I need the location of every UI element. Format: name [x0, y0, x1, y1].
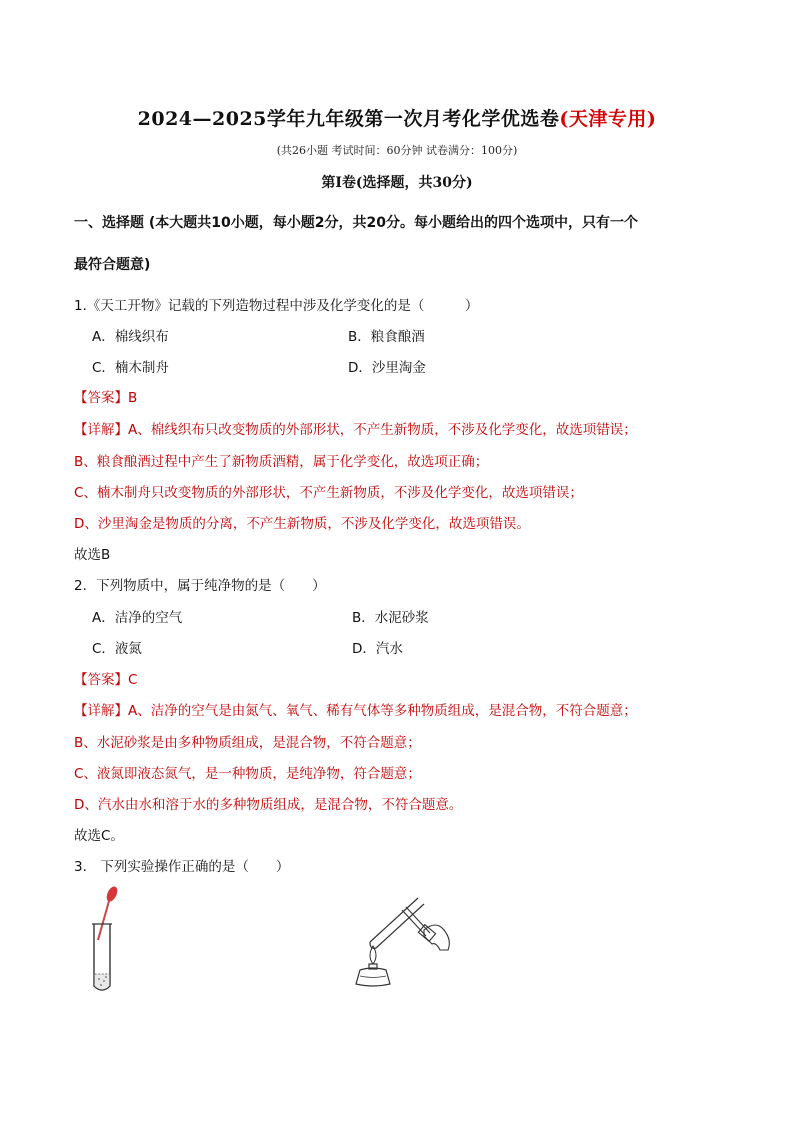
- question-1-answer: [74, 386, 137, 406]
- question-1-option-a: A．棉线织布: [92, 329, 169, 345]
- answer-value: B: [128, 390, 138, 406]
- detail-text: A、棉线织布只改变物质的外部形状，不产生新物质，不涉及化学变化，故选项错误；: [128, 422, 637, 438]
- question-2-detail-b: B、水泥砂浆是由多种物质组成，是混合物，不符合题意；: [74, 735, 421, 751]
- alcohol-lamp-heating-figure: [340, 890, 455, 990]
- test-tube-holder: [402, 907, 436, 941]
- paper-title-region: (天津专用): [559, 108, 657, 130]
- question-2-option-b: B．水泥砂浆: [352, 610, 429, 626]
- part-intro-line1: 一、选择题 (本大题共10小题，每小题2分，共20分。每小题给出的四个选项中，只有一个: [74, 215, 638, 231]
- part-intro-line2: 最符合题意): [74, 257, 151, 273]
- section-title: 第I卷(选择题，共30分): [321, 175, 473, 191]
- hand: [424, 925, 449, 950]
- dropper-bulb: [105, 885, 120, 903]
- answer-value: C: [128, 672, 138, 688]
- question-1-detail-b: B、粮食酿酒过程中产生了新物质酒精，属于化学变化，故选项正确；: [74, 454, 489, 470]
- question-3-stem: 3． 下列实验操作正确的是（ ）: [74, 859, 290, 875]
- liquid: [95, 974, 110, 990]
- question-2-detail-a: [74, 699, 637, 719]
- dropper-stem: [98, 901, 109, 940]
- question-2-stem: 2．下列物质中，属于纯净物的是（ ）: [74, 578, 326, 594]
- paper-title: [0, 104, 794, 131]
- paper-subtitle: (共26小题 考试时间：60分钟 试卷满分：100分): [276, 144, 518, 157]
- question-1-conclusion: 故选B: [74, 547, 111, 563]
- detail-label: 【详解】: [74, 422, 128, 438]
- detail-text: A、洁净的空气是由氮气、氧气、稀有气体等多种物质组成，是混合物，不符合题意；: [128, 703, 637, 719]
- question-2-option-a: A．洁净的空气: [92, 610, 183, 626]
- question-2-conclusion: 故选C。: [74, 828, 124, 844]
- question-2-answer: [74, 668, 137, 688]
- answer-label: 【答案】: [74, 672, 128, 688]
- detail-label: 【详解】: [74, 703, 128, 719]
- question-1-detail-c: C、楠木制舟只改变物质的外部形状，不产生新物质，不涉及化学变化，故选项错误；: [74, 485, 583, 501]
- question-1-detail-d: D、沙里淘金是物质的分离，不产生新物质，不涉及化学变化，故选项错误。: [74, 516, 530, 532]
- question-2-detail-c: C、液氮即液态氮气，是一种物质，是纯净物，符合题意；: [74, 766, 421, 782]
- question-2-option-c: C．液氮: [92, 641, 142, 657]
- angled-test-tube: [370, 898, 424, 948]
- question-1-detail-a: [74, 418, 637, 438]
- question-1-option-d: D．沙里淘金: [348, 360, 426, 376]
- question-1-option-c: C．楠木制舟: [92, 360, 169, 376]
- answer-label: 【答案】: [74, 390, 128, 406]
- test-tube-dropper-figure: [80, 882, 130, 997]
- question-2-option-d: D．汽水: [352, 641, 403, 657]
- question-1-stem: 1.《天工开物》记载的下列造物过程中涉及化学变化的是（ ）: [74, 298, 479, 314]
- question-2-detail-d: D、汽水由水和溶于水的多种物质组成，是混合物，不符合题意。: [74, 797, 463, 813]
- paper-title-main: 2024—2025学年九年级第一次月考化学优选卷: [137, 108, 560, 130]
- question-1-option-b: B．粮食酿酒: [348, 329, 425, 345]
- alcohol-lamp: [356, 964, 390, 986]
